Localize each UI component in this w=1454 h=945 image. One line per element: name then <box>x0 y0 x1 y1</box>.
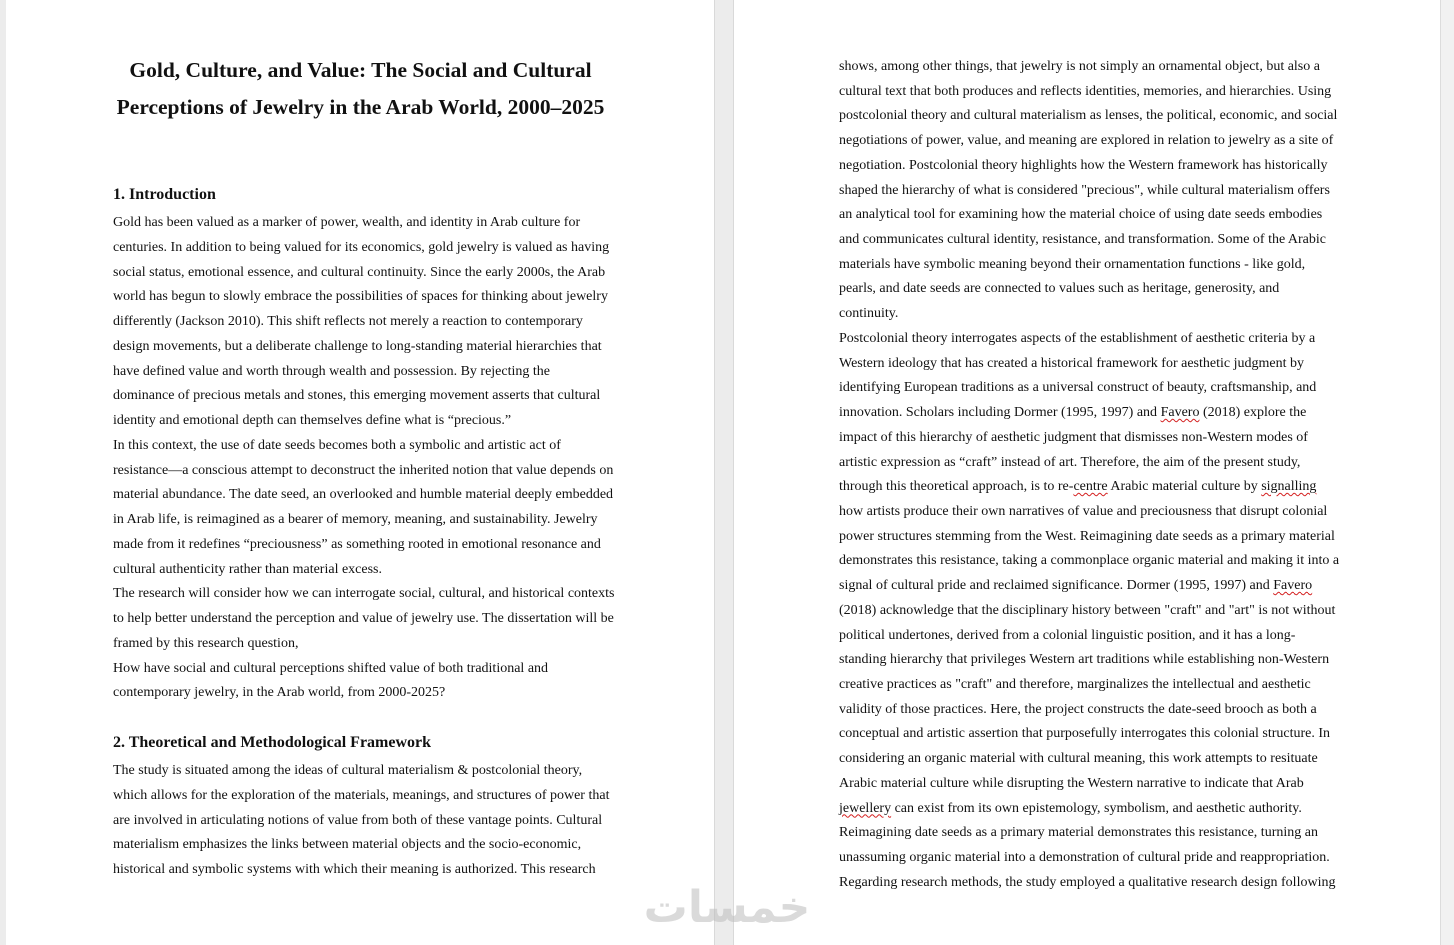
text-line: political undertones, derived from a colonial linguistic position, and it has a long- <box>839 627 1296 643</box>
text-line: identity and emotional depth can themselves define what is “precious.” <box>113 413 512 428</box>
text-line: considering an organic material with cultural meaning, this work attempts to resituate <box>839 751 1318 767</box>
spellcheck-underline[interactable]: Favero <box>1160 405 1200 421</box>
text-line: negotiation. Postcolonial theory highlights how the Western framework has historically <box>839 157 1328 173</box>
text-line: which allows for the exploration of the materials, meanings, and structures of power that <box>113 787 610 803</box>
khamsat-logo-watermark <box>636 880 818 932</box>
watermark-text: خمسات <box>643 882 811 932</box>
text-line: material abundance. The date seed, an overlooked and humble material deeply embedded <box>113 487 614 503</box>
text-line: postcolonial theory and cultural materialism as lenses, the political, economic, and social <box>839 108 1338 124</box>
text-line: differently (Jackson 2010). This shift reflects not merely a reaction to contemporary <box>113 314 583 329</box>
text-line: power structures stemming from the West. Reimagining date seeds as a primary material <box>839 528 1335 544</box>
text-line: made from it redefines “preciousness” as something rooted in emotional resonance and <box>113 536 601 552</box>
text-line: The research will consider how we can interrogate social, cultural, and historical contexts <box>113 586 615 602</box>
vertical-scrollbar[interactable] <box>1440 0 1454 945</box>
text-line: unassuming organic material into a demonstration of cultural pride and reappropriation. <box>839 850 1330 866</box>
text-line: how artists produce their own narratives of value and preciousness that disrupt colonial <box>839 503 1328 519</box>
spellcheck-underline[interactable]: jewellery <box>839 800 892 816</box>
text-line: creative practices as "craft" and therefore, marginalizes the intellectual and aesthetic <box>839 677 1311 692</box>
text-line: artistic expression as “craft” instead of art. Therefore, the aim of the present study, <box>839 454 1301 470</box>
text-line: signal of cultural pride and reclaimed significance. Dormer (1995, 1997) and Favero <box>839 578 1313 594</box>
text-line: impact of this hierarchy of aesthetic judgment that dismisses non-Western modes of <box>839 429 1308 445</box>
text-line: resistance—a conscious attempt to deconstruct the inherited notion that value depends on <box>113 462 614 478</box>
text-line: negotiations of power, value, and meaning are explored in relation to jewelry as a site of <box>839 133 1334 149</box>
text-line: How have social and cultural perceptions shifted value of both traditional and <box>113 660 549 676</box>
text-line: Reimagining date seeds as a primary material demonstrates this resistance, turning an <box>839 825 1318 841</box>
text-line: historical and symbolic systems with which their meaning is authorized. This research <box>113 862 596 877</box>
section-heading-introduction: 1. Introduction <box>113 186 216 203</box>
text-line: world has begun to slowly embrace the possibilities of spaces for thinking about jewelry <box>113 289 608 305</box>
text-line: jewellery can exist from its own epistemology, symbolism, and aesthetic authority. <box>839 800 1302 816</box>
text-line: shows, among other things, that jewelry is not simply an ornamental object, but also a <box>839 59 1320 74</box>
text-line: conceptual and artistic assertion that purposefully interrogates this colonial structure. In <box>839 726 1331 742</box>
text-line: an analytical tool for examining how the material choice of using date seeds embodies <box>839 207 1323 223</box>
text-line: Western ideology that has created a historical framework for aesthetic judgment by <box>839 355 1304 371</box>
document-page-left <box>6 0 715 945</box>
spellcheck-underline[interactable]: centre <box>1073 479 1108 495</box>
title-line-2: Perceptions of Jewelry in the Arab World, 2000–2025 <box>116 95 605 119</box>
title-line-1: Gold, Culture, and Value: The Social and Cultural <box>129 58 592 82</box>
text-line: contemporary jewelry, in the Arab world, from 2000-2025? <box>113 685 446 701</box>
text-line: Arabic material culture while disrupting the Western narrative to indicate that Arab <box>839 775 1304 791</box>
text-line: cultural authenticity rather than material excess. <box>113 561 382 577</box>
text-line: Gold has been valued as a marker of power, wealth, and identity in Arab culture for <box>113 215 581 230</box>
text-line: The study is situated among the ideas of cultural materialism & postcolonial theory, <box>113 763 583 778</box>
text-line: cultural text that both produces and reflects identities, memories, and hierarchies. Using <box>839 83 1332 99</box>
text-line: design movements, but a deliberate challenge to long-standing material hierarchies that <box>113 338 602 354</box>
section-heading-framework: 2. Theoretical and Methodological Framework <box>113 734 432 751</box>
spellcheck-underline[interactable]: signalling <box>1261 479 1317 495</box>
text-line: shaped the hierarchy of what is considered "precious", while cultural materialism offers <box>839 182 1330 198</box>
text-line: innovation. Scholars including Dormer (1995, 1997) and Favero (2018) explore the <box>839 405 1307 421</box>
spellcheck-underline[interactable]: Favero <box>1273 578 1313 594</box>
text-line: through this theoretical approach, is to re-centre Arabic material culture by signalling <box>839 479 1317 495</box>
text-line: validity of those practices. Here, the project constructs the date-seed brooch as both a <box>839 701 1317 717</box>
text-line: centuries. In addition to being valued for its economics, gold jewelry is valued as having <box>113 239 610 255</box>
text-line: to help better understand the perception and value of jewelry use. The dissertation will be <box>113 611 614 626</box>
text-line: materials have symbolic meaning beyond their ornamentation functions - like gold, <box>839 256 1306 272</box>
text-line: demonstrates this resistance, taking a commonplace organic material and making it into a <box>839 553 1340 569</box>
text-line: In this context, the use of date seeds becomes both a symbolic and artistic act of <box>113 437 561 453</box>
document-title <box>6 52 715 126</box>
text-line: Postcolonial theory interrogates aspects of the establishment of aesthetic criteria by a <box>839 330 1316 346</box>
text-line: standing hierarchy that privileges Western art traditions while establishing non-Western <box>839 652 1330 668</box>
text-line: pearls, and date seeds are connected to values such as heritage, generosity, and <box>839 281 1280 297</box>
text-line: continuity. <box>839 306 899 322</box>
text-line: materialism emphasizes the links between material objects and the socio-economic, <box>113 837 582 853</box>
text-line: have defined value and worth through wealth and possession. By rejecting the <box>113 363 550 379</box>
text-line: Regarding research methods, the study employed a qualitative research design following <box>839 874 1336 890</box>
text-line: identifying European traditions as a universal construct of beauty, craftsmanship, and <box>839 380 1317 396</box>
document-page-right <box>733 0 1440 945</box>
text-line: (2018) acknowledge that the disciplinary history between "craft" and "art" is not without <box>839 602 1336 618</box>
text-line: in Arab life, is reimagined as a bearer of memory, meaning, and sustainability. Jewelry <box>113 512 598 527</box>
text-line: and communicates cultural identity, resistance, and transformation. Some of the Arabic <box>839 232 1326 248</box>
text-line: social status, emotional essence, and cultural continuity. Since the early 2000s, the Arab <box>113 264 606 280</box>
text-line: dominance of precious metals and stones, this emerging movement asserts that cultural <box>113 388 601 404</box>
text-line: are involved in articulating notions of value from both of these vantage points. Cultural <box>113 812 603 828</box>
text-line: framed by this research question, <box>113 635 299 651</box>
